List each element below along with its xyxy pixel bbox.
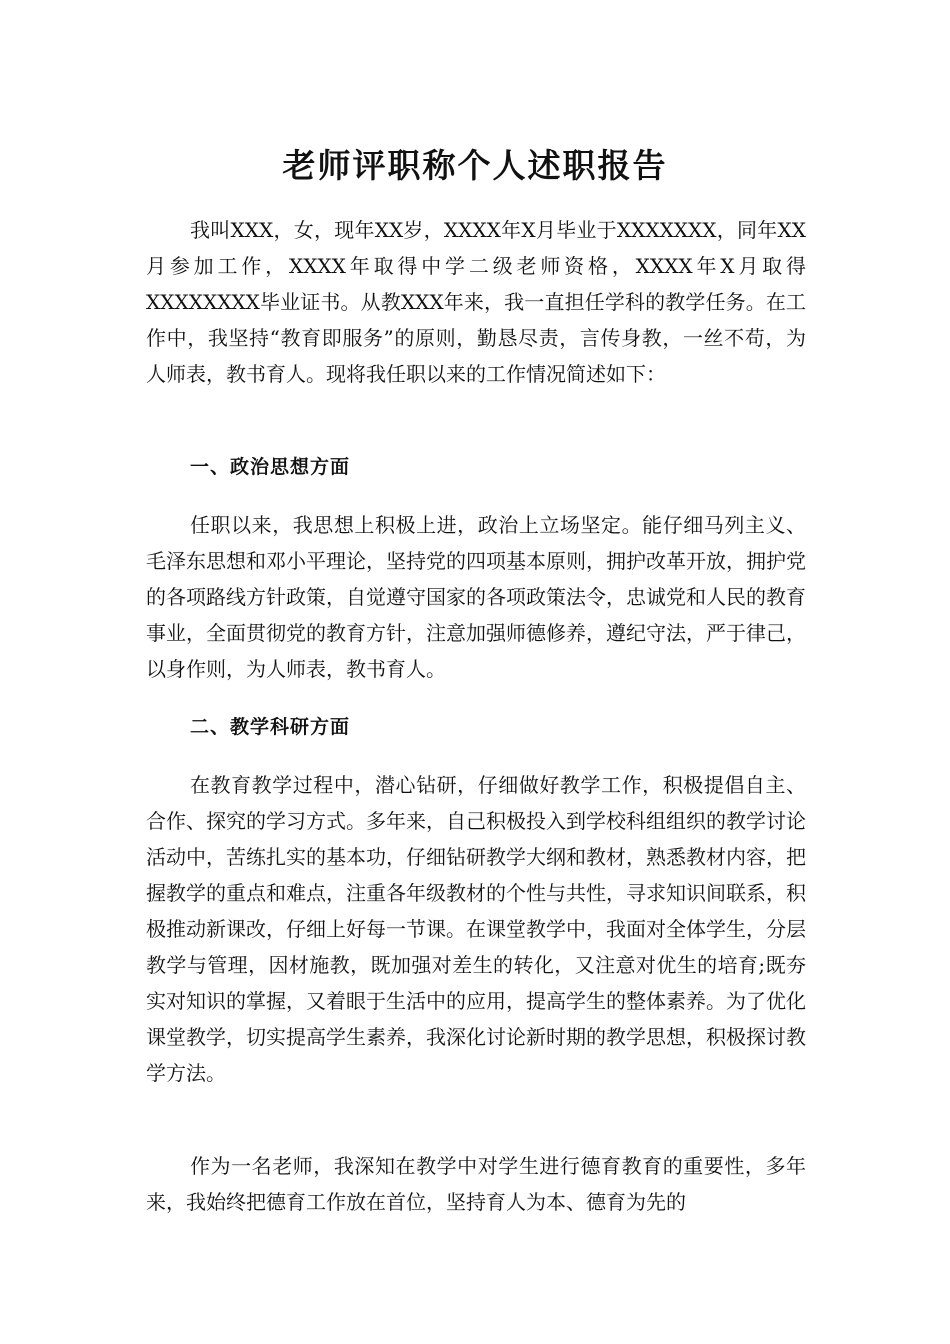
section-paragraph-politics: 任职以来，我思想上积极上进，政治上立场坚定。能仔细马列主义、毛泽东思想和邓小平理论，坚持党的四项基本原则，拥护改革开放，拥护党的各项路线方针政策，自觉遵守国家的各项政策法令，忠诚党和人民的教育事业，全面贯彻党的教育方针，注意加强师德修养，遵纪守法，严于律己，以身作则，为人师表，教书育人。 [146, 513, 806, 681]
section-heading-politics: 一、政治思想方面 [190, 456, 351, 478]
section-paragraph-moral-education: 作为一名老师，我深知在教学中对学生进行德育教育的重要性，多年来，我始终把德育工作放在首位，坚持育人为本、德育为先的 [146, 1154, 806, 1214]
document-title: 老师评职称个人述职报告 [282, 146, 668, 185]
intro-paragraph: 我叫XXX，女，现年XX岁，XXXX年X月毕业于XXXXXXX，同年XX月参加工作，XXXX年取得中学二级老师资格，XXXX年X月取得XXXXXXXX毕业证书。从教XXX年来，我一直担任学科的教学任务。在工作中，我坚持“教育即服务”的原则，勤恳尽责，言传身教，一丝不苟，为人师表，教书育人。现将我任职以来的工作情况简述如下： [146, 218, 806, 386]
section-heading-teaching: 二、教学科研方面 [190, 716, 351, 738]
section-paragraph-teaching: 在教育教学过程中，潜心钻研，仔细做好教学工作，积极提倡自主、合作、探究的学习方式。多年来，自己积极投入到学校科组组织的教学讨论活动中，苦练扎实的基本功，仔细钻研教学大纲和教材，熟悉教材内容，把握教学的重点和难点，注重各年级教材的个性与共性，寻求知识间联系，积极推动新课改，仔细上好每一节课。在课堂教学中，我面对全体学生，分层教学与管理，因材施教，既加强对差生的转化，又注意对优生的培育;既夯实对知识的掌握，又着眼于生活中的应用，提高学生的整体素养。为了优化课堂教学，切实提高学生素养，我深化讨论新时期的教学思想，积极探讨教学方法。 [146, 773, 806, 1085]
